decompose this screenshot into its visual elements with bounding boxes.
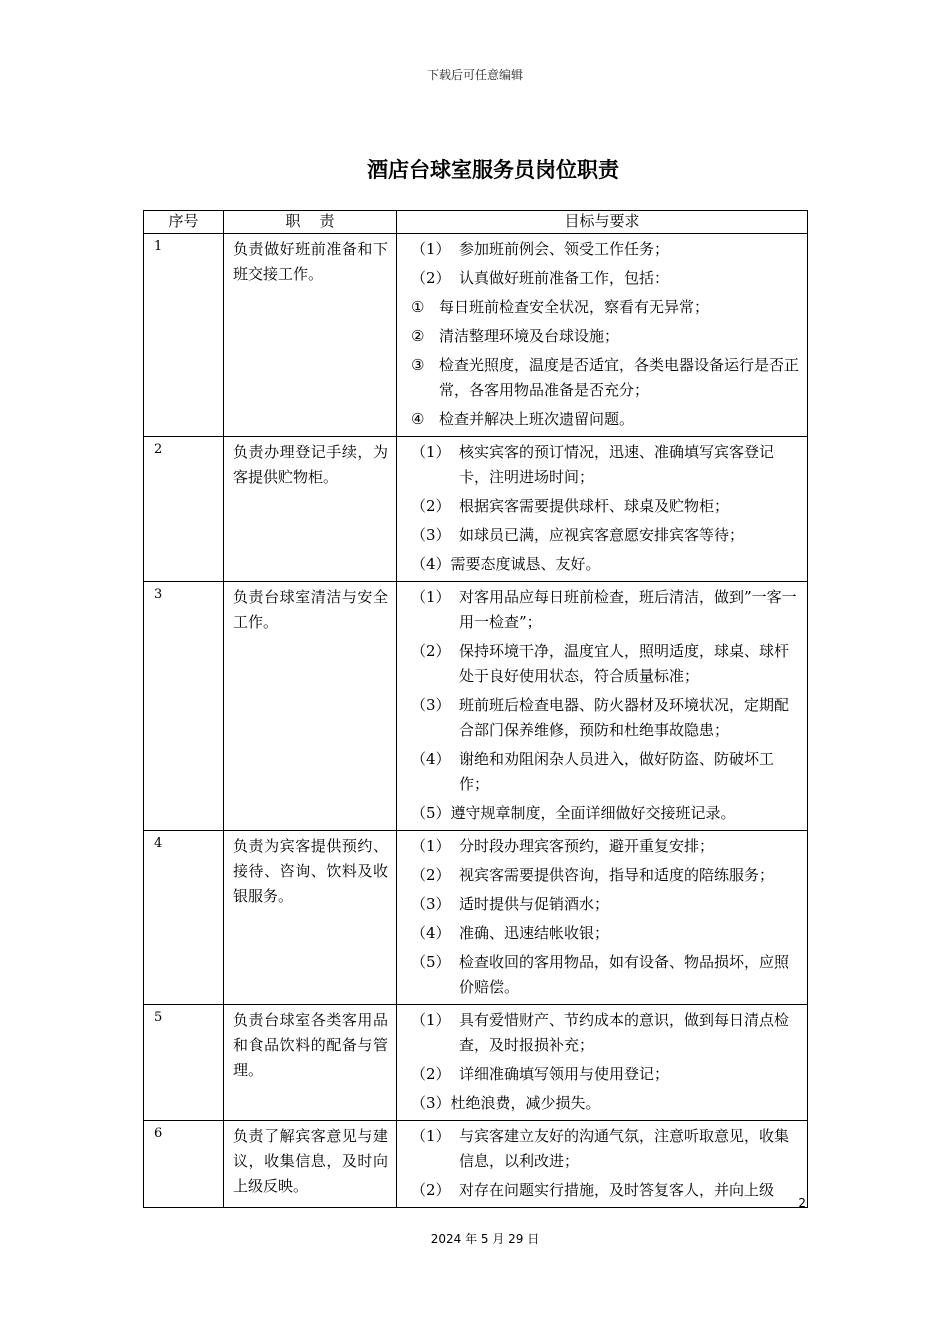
table-row: [144, 234, 808, 437]
goal-text: 班前班后检查电器、防火器材及环境状况，定期配合部门保养维修，预防和杜绝事故隐患；: [459, 696, 790, 739]
goal-text: 清洁整理环境及台球设施；: [439, 327, 620, 345]
goals-cell: [397, 1121, 808, 1208]
goal-text: 如球员已满，应视宾客意愿安排宾客等待；: [459, 526, 745, 544]
row-number: 3: [144, 582, 224, 831]
goal-marker: （3）: [411, 526, 451, 544]
goal-item: [411, 921, 801, 946]
duty-description: 负责台球室清洁与安全工作。: [224, 582, 397, 831]
goal-text: 适时提供与促销酒水；: [459, 895, 610, 913]
goal-item: [411, 1062, 801, 1087]
goal-marker: （1）: [411, 588, 451, 606]
goal-marker: （1）: [411, 443, 451, 461]
goal-marker: （3）: [411, 1094, 451, 1112]
duty-description: 负责做好班前准备和下班交接工作。: [224, 234, 397, 437]
goal-marker: （4）: [411, 924, 451, 942]
table-row: [144, 831, 808, 1005]
goal-marker: （2）: [411, 269, 451, 287]
goal-item: [411, 950, 801, 1000]
goal-text: 检查收回的客用物品，如有设备、物品损坏，应照价赔偿。: [459, 953, 790, 996]
goal-text: 对客用品应每日班前检查，班后清洁，做到”一客一用一检查”；: [459, 588, 797, 631]
goal-marker: （4）: [411, 750, 451, 768]
goal-marker: （1）: [411, 240, 451, 258]
goal-item: [411, 237, 801, 262]
goal-item: [411, 801, 801, 826]
goal-text: 检查光照度，温度是否适宜，各类电器设备运行是否正常，各客用物品准备是否充分；: [439, 356, 800, 399]
goal-item: [411, 863, 801, 888]
goal-marker: ②: [411, 327, 425, 345]
goal-text: 参加班前例会、领受工作任务；: [459, 240, 670, 258]
goal-marker: （1）: [411, 837, 451, 855]
goal-item: [411, 1124, 801, 1174]
duty-description: 负责台球室各类客用品和食品饮料的配备与管理。: [224, 1005, 397, 1121]
table-row: [144, 582, 808, 831]
goal-item: [411, 552, 801, 577]
duty-description: 负责了解宾客意见与建议，收集信息，及时向上级反映。: [224, 1121, 397, 1208]
goal-text: 与宾客建立友好的沟通气氛，注意听取意见，收集信息，以利改进；: [459, 1127, 790, 1170]
goal-text: 详细准确填写领用与使用登记；: [459, 1065, 670, 1083]
goal-item: [411, 693, 801, 743]
footer-date: 2024 年 5 月 29 日: [430, 1232, 540, 1246]
goal-item: [411, 1178, 801, 1203]
goal-item: [411, 266, 801, 291]
goal-marker: ①: [411, 298, 425, 316]
goal-text: 保持环境干净，温度宜人，照明适度，球桌、球杆处于良好使用状态，符合质量标准；: [459, 642, 790, 685]
goal-marker: （2）: [411, 497, 451, 515]
goals-cell: [397, 437, 808, 582]
goal-marker: ③: [411, 356, 425, 374]
row-number: 2: [144, 437, 224, 582]
column-header-number: 序号: [144, 211, 224, 234]
column-header-goals: 目标与要求: [397, 211, 808, 234]
duty-description: 负责办理登记手续，为客提供贮物柜。: [224, 437, 397, 582]
goal-marker: （4）: [411, 555, 451, 573]
header-note: 下载后可任意编辑: [426, 68, 523, 82]
goal-text: 需要态度诚恳、友好。: [450, 555, 601, 573]
goal-marker: （3）: [411, 895, 451, 913]
goal-marker: （5）: [411, 804, 451, 822]
duty-table: [143, 210, 808, 1208]
goals-cell: [397, 1005, 808, 1121]
goal-item: [411, 494, 801, 519]
goal-text: 准确、迅速结帐收银；: [459, 924, 610, 942]
duty-description: 负责为宾客提供预约、接待、咨询、饮料及收银服务。: [224, 831, 397, 1005]
goal-text: 具有爱惜财产、节约成本的意识，做到每日清点检查，及时报损补充；: [459, 1011, 790, 1054]
goal-text: 认真做好班前准备工作，包括：: [459, 269, 670, 287]
goal-item: [411, 585, 801, 635]
goal-marker: （3）: [411, 696, 451, 714]
goal-text: 每日班前检查安全状况，察看有无异常；: [439, 298, 710, 316]
goal-item: [411, 834, 801, 859]
goals-cell: [397, 582, 808, 831]
goals-cell: [397, 831, 808, 1005]
goal-item: [411, 353, 801, 403]
table-row: [144, 1121, 808, 1208]
goal-marker: （2）: [411, 866, 451, 884]
goal-item: [411, 440, 801, 490]
goal-marker: ④: [411, 410, 425, 428]
goal-text: 对存在问题实行措施，及时答复客人，并向上级: [459, 1181, 775, 1199]
goal-text: 核实宾客的预订情况，迅速、准确填写宾客登记卡，注明进场时间；: [459, 443, 775, 486]
goal-marker: （2）: [411, 1181, 451, 1199]
goal-marker: （2）: [411, 1065, 451, 1083]
row-number: 5: [144, 1005, 224, 1121]
goal-text: 视宾客需要提供咨询，指导和适度的陪练服务；: [459, 866, 775, 884]
row-number: 6: [144, 1121, 224, 1208]
goals-cell: [397, 234, 808, 437]
goal-item: [411, 747, 801, 797]
goal-item: [411, 523, 801, 548]
document-title: 酒店台球室服务员岗位职责: [367, 158, 619, 182]
goal-item: [411, 1008, 801, 1058]
goal-marker: （1）: [411, 1011, 451, 1029]
column-header-duty: 职 责: [224, 211, 397, 234]
goal-item: [411, 892, 801, 917]
page-number: 2: [798, 1196, 806, 1210]
goal-text: 杜绝浪费，减少损失。: [450, 1094, 601, 1112]
row-number: 1: [144, 234, 224, 437]
goal-marker: （2）: [411, 642, 451, 660]
goal-marker: （5）: [411, 953, 451, 971]
goal-text: 分时段办理宾客预约，避开重复安排；: [459, 837, 715, 855]
goal-item: [411, 324, 801, 349]
goal-text: 谢绝和劝阻闲杂人员进入，做好防盗、防破坏工作；: [459, 750, 775, 793]
goal-item: [411, 407, 801, 432]
goal-text: 遵守规章制度，全面详细做好交接班记录。: [450, 804, 736, 822]
table-header-row: [144, 211, 808, 234]
goal-text: 检查并解决上班次遗留问题。: [439, 410, 635, 428]
goal-marker: （1）: [411, 1127, 451, 1145]
table-row: [144, 1005, 808, 1121]
row-number: 4: [144, 831, 224, 1005]
table-row: [144, 437, 808, 582]
goal-item: [411, 1091, 801, 1116]
goal-item: [411, 295, 801, 320]
goal-text: 根据宾客需要提供球杆、球桌及贮物柜；: [459, 497, 730, 515]
goal-item: [411, 639, 801, 689]
